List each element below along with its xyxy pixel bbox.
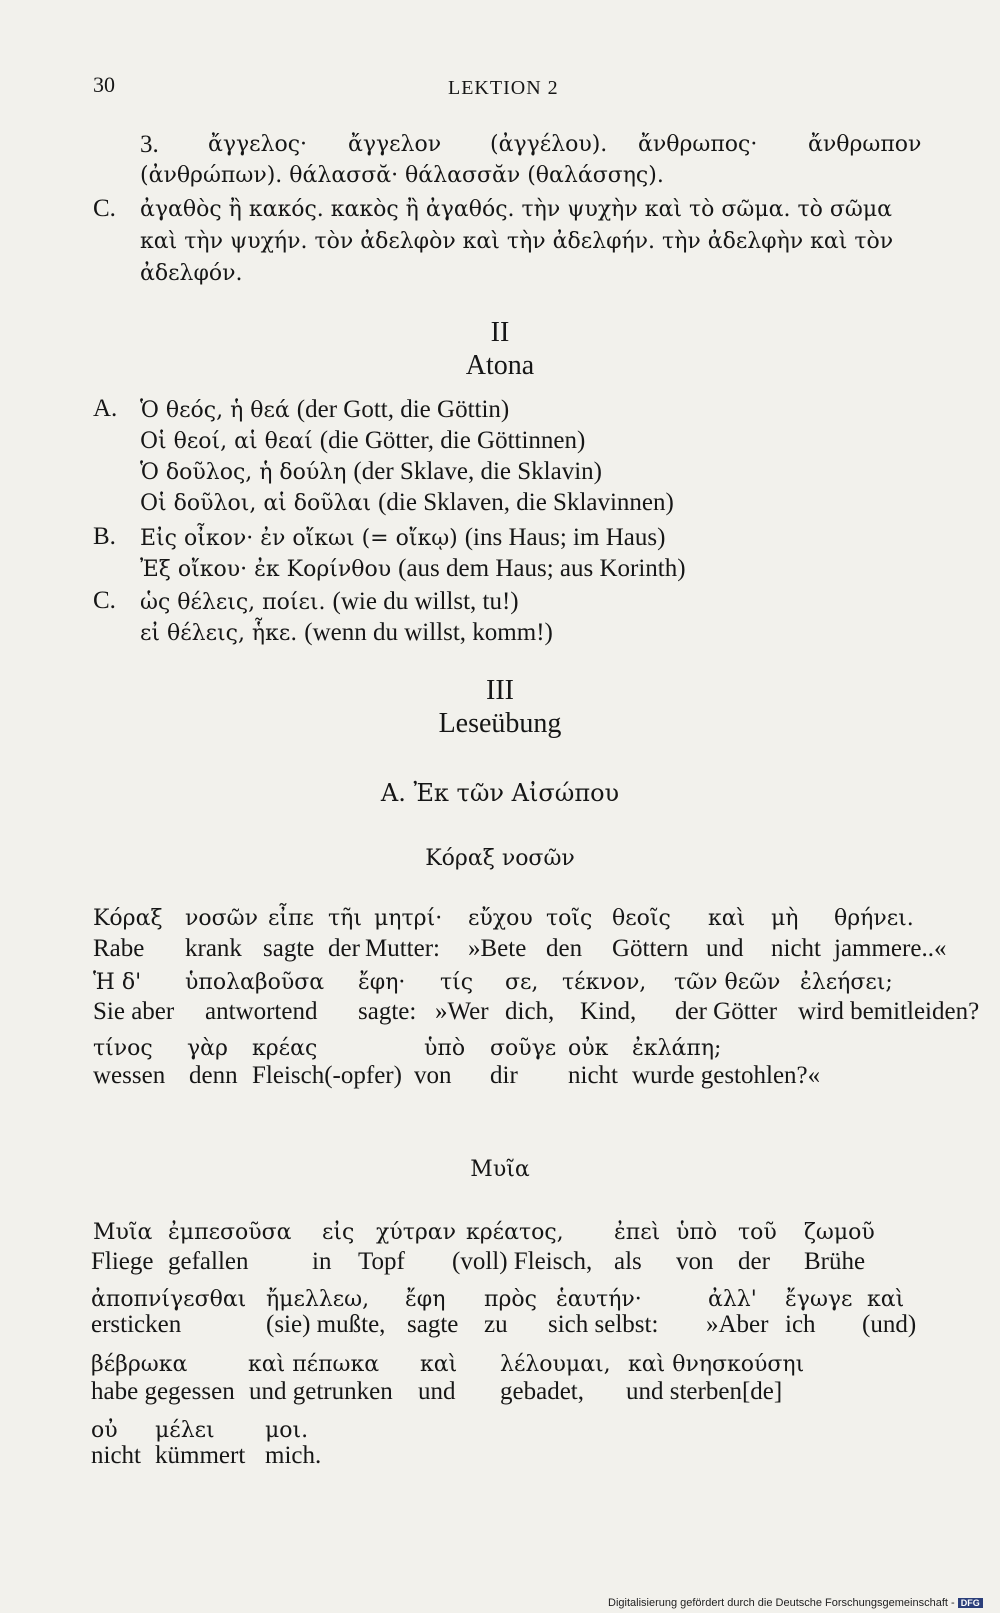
greek-word: καὶ πέπωκα xyxy=(248,1352,380,1377)
greek-word: ἤμελλεω, xyxy=(266,1287,370,1312)
greek-word: καὶ xyxy=(867,1287,905,1312)
greek-word: Μυῖα xyxy=(93,1220,153,1245)
german-word: Topf xyxy=(358,1248,405,1275)
greek-word: ζωμοῦ xyxy=(804,1220,875,1245)
german-word: ich xyxy=(785,1311,816,1338)
greek-word: σε, xyxy=(505,970,539,995)
atona-line xyxy=(140,489,674,517)
greek-word: θρήνει. xyxy=(834,906,914,931)
greek-word: τοῦ xyxy=(738,1220,777,1245)
greek-phrase: Ὁ θεός, ἡ θεά xyxy=(140,398,290,423)
section-numeral: III xyxy=(486,675,514,706)
greek-word: τίνος xyxy=(93,1036,153,1061)
german-word: als xyxy=(614,1248,642,1275)
greek-phrase: Οἱ δοῦλοι, αἱ δοῦλαι xyxy=(140,491,372,516)
greek-phrase: ὡς θέλεις, ποίει. xyxy=(140,590,326,615)
greek-phrase: Εἰς οἶκον· ἐν οἴκωι (= οἴκῳ) xyxy=(140,526,458,551)
german-word: Sie aber xyxy=(93,998,175,1025)
greek-word: ἔφη· xyxy=(358,970,406,995)
greek-word: ὑπὸ xyxy=(424,1036,466,1061)
running-title: LEKTION 2 xyxy=(448,77,559,99)
german-word: Kind, xyxy=(580,998,637,1025)
german-word: antwortend xyxy=(205,998,318,1025)
german-word: (voll) Fleisch, xyxy=(452,1248,593,1275)
greek-line: ἀγαθὸς ἢ κακός. κακὸς ἢ ἀγαθός. τὴν ψυχὴν καὶ τὸ σῶμα. τὸ σῶμα xyxy=(140,197,892,222)
german-word: von xyxy=(676,1248,714,1275)
dfg-logo: DFG xyxy=(958,1598,983,1608)
german-word: Göttern xyxy=(612,935,689,962)
greek-word: ἔφη xyxy=(405,1287,446,1312)
greek-word: βέβρωκα xyxy=(91,1352,188,1377)
german-gloss: (wenn du willst, komm!) xyxy=(304,619,553,646)
greek-word: ἀλλ' xyxy=(708,1287,757,1312)
german-gloss: (der Sklave, die Sklavin) xyxy=(353,458,602,485)
greek-word: σοῦγε xyxy=(490,1036,557,1061)
atona-line xyxy=(140,396,509,424)
german-word: (und) xyxy=(862,1311,917,1338)
german-word: »Wer xyxy=(435,998,489,1025)
greek-word: μοι. xyxy=(265,1418,309,1443)
german-word: von xyxy=(414,1062,452,1089)
greek-phrase: εἰ θέλεις, ἧκε. xyxy=(140,621,298,646)
greek-word: Ἡ δ' xyxy=(93,970,142,995)
greek-word: Κόραξ xyxy=(93,906,163,931)
german-gloss: (wie du willst, tu!) xyxy=(332,588,519,615)
greek-line: ἀδελφόν. xyxy=(140,261,243,286)
german-gloss: (aus dem Haus; aus Korinth) xyxy=(398,555,686,582)
greek-phrase: Ὁ δοῦλος, ἡ δούλη xyxy=(140,460,347,485)
german-word: wessen xyxy=(93,1062,166,1089)
german-word: »Aber xyxy=(706,1311,769,1338)
greek-word: νοσῶν xyxy=(185,906,258,931)
greek-word: λέλουμαι, xyxy=(500,1352,611,1377)
german-word: zu xyxy=(484,1311,508,1338)
greek-word: τῆι xyxy=(328,906,362,931)
greek-word: εὔχου xyxy=(468,906,533,931)
atona-line xyxy=(140,555,686,583)
subsection-title: A. Ἐκ τῶν Αἰσώπου xyxy=(380,779,620,807)
atona-line xyxy=(140,524,665,552)
section-label: C. xyxy=(93,195,116,222)
german-word: Fleisch(-opfer) xyxy=(252,1062,402,1089)
german-word: und sterben[de] xyxy=(626,1378,783,1405)
greek-word: τῶν θεῶν xyxy=(674,970,781,995)
greek-word: ἐμπεσοῦσα xyxy=(168,1220,292,1245)
greek-word: μητρί· xyxy=(374,906,443,931)
greek-word: θεοῖς xyxy=(612,906,671,931)
section-numeral: II xyxy=(490,317,510,348)
greek-word: καὶ xyxy=(420,1352,458,1377)
page-number: 30 xyxy=(93,72,115,97)
german-word: Fliege xyxy=(91,1248,154,1275)
atona-line xyxy=(140,427,585,455)
greek-word: εἶπε xyxy=(268,906,314,931)
german-word: und xyxy=(706,935,744,962)
item-number: 3. xyxy=(140,131,159,158)
german-word: »Bete xyxy=(468,935,527,962)
greek-word: εἰς xyxy=(322,1220,355,1245)
greek-word: γὰρ xyxy=(187,1036,228,1061)
german-gloss: (die Götter, die Göttinnen) xyxy=(319,427,586,454)
german-word: und xyxy=(418,1378,456,1405)
greek-word: κρέας xyxy=(252,1036,318,1061)
german-word: kümmert xyxy=(155,1442,246,1469)
german-word: sagte: xyxy=(358,998,417,1025)
greek-word: τοῖς xyxy=(546,906,593,931)
section-label: C. xyxy=(93,587,116,614)
german-word: sagte xyxy=(407,1311,459,1338)
german-word: dir xyxy=(490,1062,518,1089)
greek-word: ἄνθρωπον xyxy=(808,132,922,157)
credit-text: Digitalisierung gefördert durch die Deutsche Forschungsgemeinschaft - xyxy=(608,1597,955,1609)
german-word: nicht xyxy=(91,1442,141,1469)
greek-word: ἀποπνίγεσθαι xyxy=(91,1287,247,1312)
german-word: nicht xyxy=(568,1062,618,1089)
german-word: den xyxy=(546,935,583,962)
greek-word: πρὸς xyxy=(484,1287,537,1312)
greek-word: ὑπολαβοῦσα xyxy=(185,970,325,995)
german-word: Mutter: xyxy=(365,935,440,962)
german-word: nicht xyxy=(771,935,821,962)
greek-word: καὶ θνησκούσηι xyxy=(628,1352,805,1377)
greek-word: ἄγγελος· xyxy=(208,132,308,157)
greek-word: οὐκ xyxy=(568,1036,609,1061)
section-label: B. xyxy=(93,523,116,550)
greek-word: ἐκλάπη; xyxy=(632,1036,722,1061)
greek-word: (ἀγγέλου). xyxy=(490,132,608,157)
greek-word: ἑαυτήν· xyxy=(556,1287,642,1312)
section-title: Leseübung xyxy=(438,708,562,739)
digitization-credit xyxy=(608,1597,983,1609)
german-word: habe gegessen xyxy=(91,1378,235,1405)
greek-phrase: Οἱ θεοί, αἱ θεαί xyxy=(140,429,313,454)
greek-word: οὐ xyxy=(91,1418,118,1443)
greek-word: μέλει xyxy=(155,1418,215,1443)
greek-word: ἄγγελον xyxy=(348,132,442,157)
german-word: wurde gestohlen?« xyxy=(632,1062,821,1089)
german-word: der Götter xyxy=(675,998,778,1025)
german-gloss: (die Sklaven, die Sklavinnen) xyxy=(378,489,674,516)
atona-line xyxy=(140,619,553,647)
german-gloss: (ins Haus; im Haus) xyxy=(464,524,666,551)
german-word: gebadet, xyxy=(500,1378,584,1405)
german-word: sagte xyxy=(263,935,315,962)
greek-word: τέκνον, xyxy=(562,970,647,995)
german-word: und getrunken xyxy=(249,1378,393,1405)
story-title: Μυῖα xyxy=(470,1157,530,1182)
german-word: dich, xyxy=(505,998,555,1025)
greek-word: καὶ xyxy=(708,906,746,931)
section-label: A. xyxy=(93,395,118,422)
section-title: Atona xyxy=(465,350,535,381)
greek-word: χύτραν xyxy=(376,1220,457,1245)
german-word: krank xyxy=(185,935,242,962)
greek-word: ἄνθρωπος· xyxy=(638,132,758,157)
german-word: jammere..« xyxy=(834,935,947,962)
german-word: mich. xyxy=(265,1442,322,1469)
atona-line xyxy=(140,458,602,486)
german-word: der xyxy=(738,1248,770,1275)
greek-line: (ἀνθρώπων). θάλασσᾰ· θάλασσᾰν (θαλάσσης). xyxy=(140,163,664,188)
greek-line: καὶ τὴν ψυχήν. τὸν ἀδελφὸν καὶ τὴν ἀδελφήν. τὴν ἀδελφὴν καὶ τὸν xyxy=(140,229,894,254)
german-word: sich selbst: xyxy=(548,1311,659,1338)
german-word: wird bemitleiden? xyxy=(798,998,980,1025)
greek-word: τίς xyxy=(440,970,474,995)
greek-word: ἐλεήσει; xyxy=(800,970,893,995)
greek-word: ἔγωγε xyxy=(785,1287,853,1312)
greek-phrase: Ἐξ οἴκου· ἐκ Κορίνθου xyxy=(140,557,392,582)
atona-line xyxy=(140,588,519,616)
greek-word: κρέατος, xyxy=(466,1220,564,1245)
german-word: in xyxy=(312,1248,332,1275)
german-word: Brühe xyxy=(804,1248,866,1275)
greek-word: ὑπὸ xyxy=(676,1220,718,1245)
german-word: denn xyxy=(189,1062,238,1089)
german-word: Rabe xyxy=(93,935,145,962)
greek-word: ἐπεὶ xyxy=(614,1220,661,1245)
german-word: ersticken xyxy=(91,1311,182,1338)
german-word: der xyxy=(328,935,360,962)
greek-word: μὴ xyxy=(771,906,799,931)
german-gloss: (der Gott, die Göttin) xyxy=(296,396,510,423)
story-title: Κόραξ νοσῶν xyxy=(425,846,575,871)
german-word: gefallen xyxy=(168,1248,249,1275)
german-word: (sie) mußte, xyxy=(266,1311,386,1338)
